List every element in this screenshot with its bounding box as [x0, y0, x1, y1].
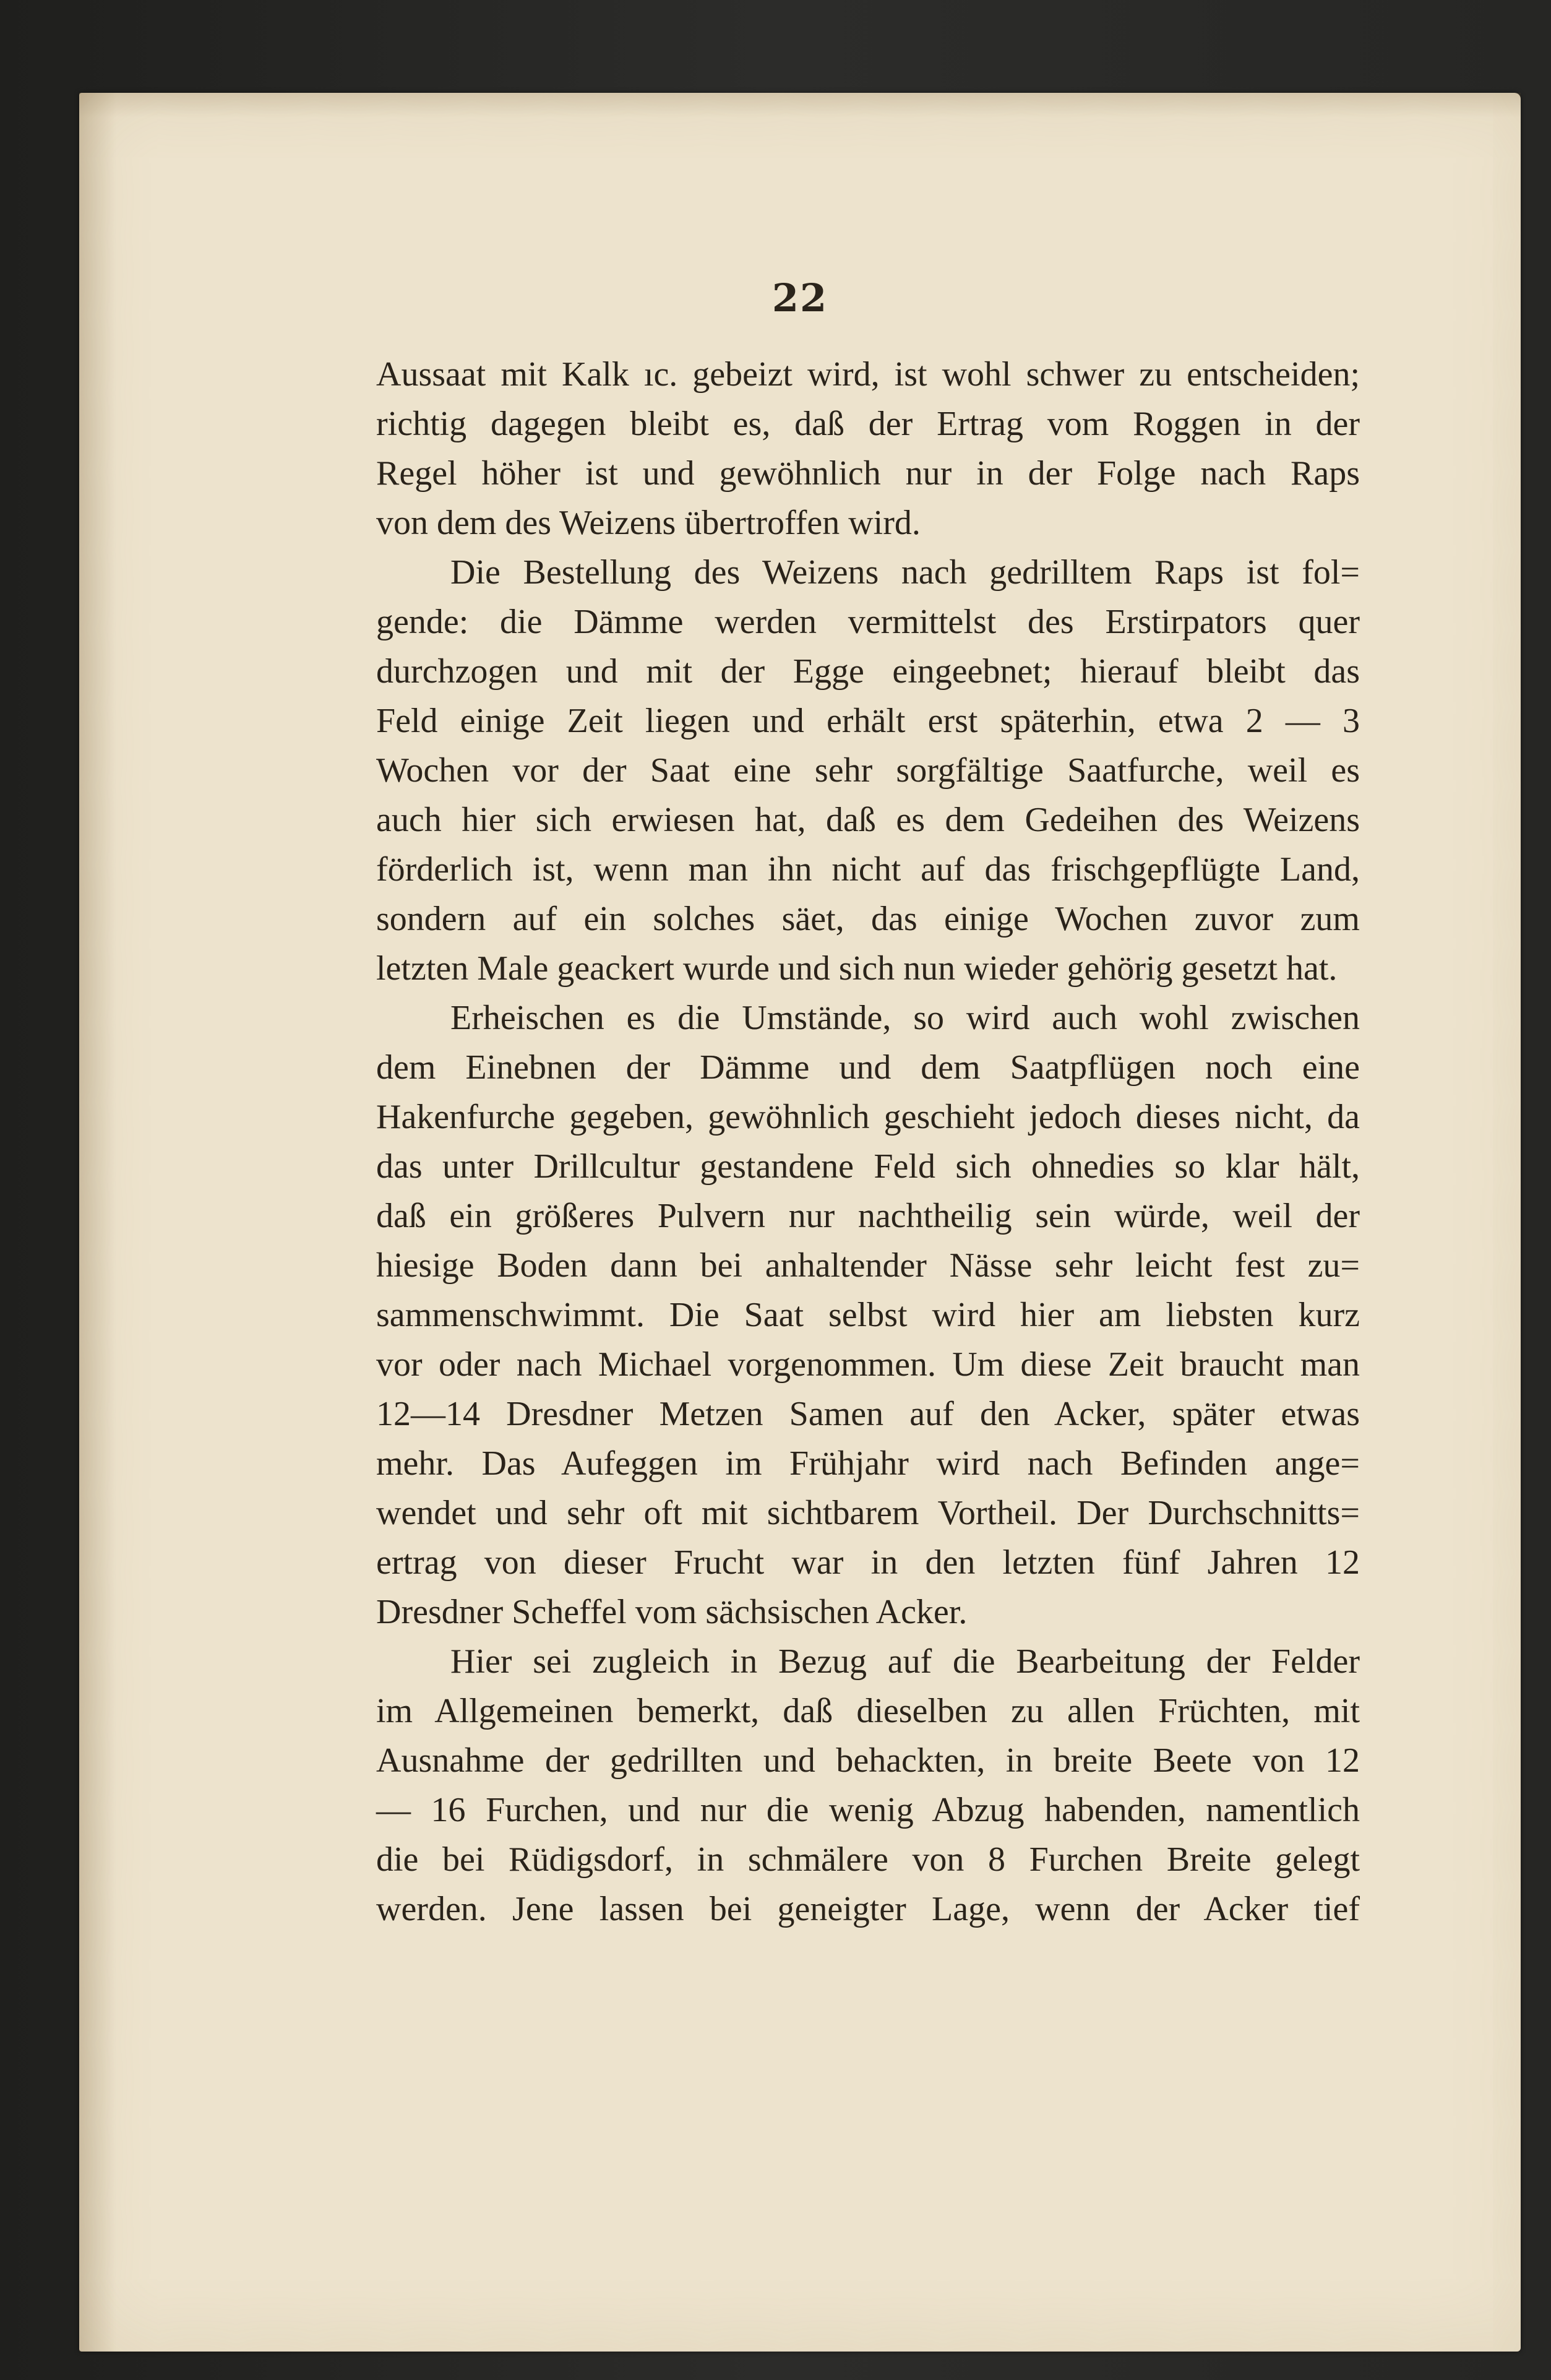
text-line: Hier sei zugleich in Bezug auf die Bearbeitung der Felder: [450, 1642, 1360, 1681]
text-line: von dem des Weizens übertroffen wird.: [376, 504, 921, 542]
text-line: letzten Male geackert wurde und sich nun wieder gehörig gesetzt hat.: [376, 949, 1338, 988]
text-line: im Allgemeinen bemerkt, daß dieselben zu allen Früchten, mit: [376, 1692, 1360, 1730]
text-line: daß ein größeres Pulvern nur nachtheilig sein würde, weil der: [376, 1197, 1360, 1235]
text-line: dem Einebnen der Dämme und dem Saatpflügen noch eine: [376, 1048, 1360, 1087]
body-text: [376, 350, 1360, 1934]
text-line: — 16 Furchen, und nur die wenig Abzug habenden, namentlich: [376, 1791, 1360, 1829]
text-line: vor oder nach Michael vorgenommen. Um diese Zeit braucht man: [376, 1345, 1360, 1384]
text-line: sammenschwimmt. Die Saat selbst wird hier am liebsten kurz: [376, 1296, 1360, 1334]
text-line: werden. Jene lassen bei geneigter Lage, wenn der Acker tief: [376, 1890, 1360, 1928]
text-line: gende: die Dämme werden vermittelst des Erstirpators quer: [376, 603, 1360, 641]
text-line: hiesige Boden dann bei anhaltender Nässe sehr leicht fest zu=: [376, 1246, 1360, 1285]
text-line: 12—14 Dresdner Metzen Samen auf den Acker, später etwas: [376, 1395, 1360, 1433]
text-line: ertrag von dieser Frucht war in den letzten fünf Jahren 12: [376, 1543, 1360, 1582]
text-line: richtig dagegen bleibt es, daß der Ertrag vom Roggen in der: [376, 405, 1360, 443]
book-page: [79, 93, 1521, 2352]
text-line: auch hier sich erwiesen hat, daß es dem Gedeihen des Weizens: [376, 801, 1360, 839]
text-line: sondern auf ein solches säet, das einige Wochen zuvor zum: [376, 900, 1360, 938]
page-shadow-top: [79, 93, 1521, 118]
text-line: Hakenfurche gegeben, gewöhnlich geschieht jedoch dieses nicht, da: [376, 1098, 1360, 1136]
text-line: Feld einige Zeit liegen und erhält erst späterhin, etwa 2 — 3: [376, 702, 1360, 740]
text-line: Die Bestellung des Weizens nach gedrilltem Raps ist fol=: [450, 553, 1360, 592]
text-line: förderlich ist, wenn man ihn nicht auf das frischgepflügte Land,: [376, 850, 1360, 889]
text-line: Erheischen es die Umstände, so wird auch wohl zwischen: [450, 999, 1360, 1037]
text-line: wendet und sehr oft mit sichtbarem Vortheil. Der Durchschnitts=: [376, 1494, 1360, 1532]
text-line: durchzogen und mit der Egge eingeebnet; hierauf bleibt das: [376, 652, 1360, 691]
text-line: mehr. Das Aufeggen im Frühjahr wird nach Befinden ange=: [376, 1444, 1360, 1483]
text-line: Wochen vor der Saat eine sehr sorgfältige Saatfurche, weil es: [376, 751, 1360, 790]
text-line: Dresdner Scheffel vom sächsischen Acker.: [376, 1593, 968, 1631]
text-line: die bei Rüdigsdorf, in schmälere von 8 Furchen Breite gelegt: [376, 1840, 1360, 1879]
text-line: das unter Drillcultur gestandene Feld sich ohnedies so klar hält,: [376, 1147, 1360, 1186]
page-shadow-left: [79, 93, 116, 2352]
text-line: Aussaat mit Kalk ıc. gebeizt wird, ist wohl schwer zu entscheiden;: [376, 355, 1360, 394]
text-line: Ausnahme der gedrillten und behackten, in breite Beete von 12: [376, 1741, 1360, 1780]
text-line: Regel höher ist und gewöhnlich nur in der Folge nach Raps: [376, 454, 1360, 493]
page-number: 22: [771, 275, 828, 321]
